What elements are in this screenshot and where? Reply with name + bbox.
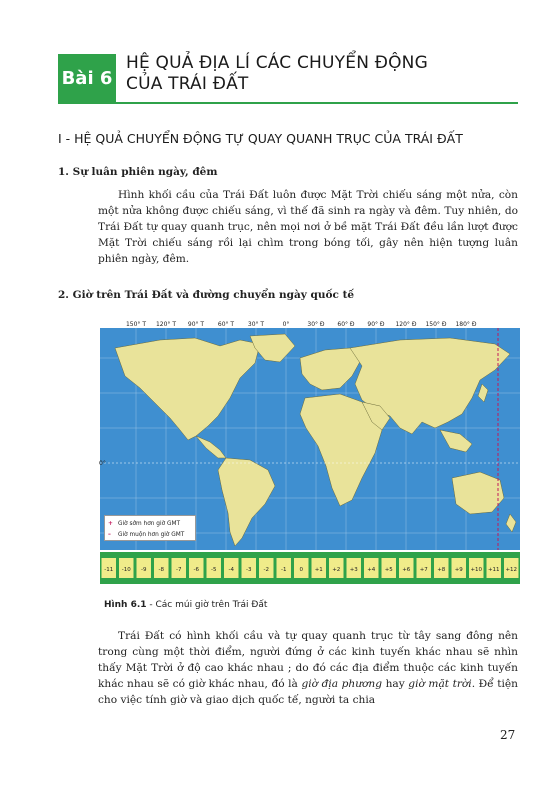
zone-label: +6: [402, 567, 411, 573]
longitude-label: 60° Đ: [337, 321, 355, 328]
paragraph-day-night: Hình khối cầu của Trái Đất luôn được Mặt Trời chiếu sáng một nửa, còn một nửa không được chiếu sáng, vì thế đã sinh ra ngày và đêm. Tuy nhiên, do Trái Đất tự quay quanh trục, nên mọi nơi ở bề mặt Trái Đất đều lần lượt được Mặt Trời chiếu sáng rồi lại chìm trong bóng tối, gây nên hiện tượng luân phiên ngày, đêm.: [98, 189, 518, 265]
zone-label: +10: [470, 567, 483, 573]
lesson-title-line2: CỦA TRÁI ĐẤT: [126, 74, 249, 94]
longitude-label: 0°: [282, 321, 290, 328]
zone-label: +3: [349, 567, 358, 573]
legend-plus-label: Giờ sớm hơn giờ GMT: [118, 520, 180, 527]
zone-label: +1: [314, 567, 323, 573]
zone-label: +5: [384, 567, 393, 573]
zone-label: -10: [121, 567, 131, 573]
zone-label: 0: [299, 567, 303, 573]
longitude-label: 90° Đ: [367, 321, 385, 328]
zone-label: -1: [281, 567, 287, 573]
lesson-tag: Bài 6: [58, 54, 116, 102]
zone-label: -11: [104, 567, 114, 573]
longitude-label: 180° Đ: [455, 321, 477, 328]
longitude-label: 30° Đ: [307, 321, 325, 328]
legend-minus-label: Giờ muộn hơn giờ GMT: [118, 531, 185, 538]
longitude-label: 90° T: [187, 321, 205, 328]
term-solar-time: giờ mặt trời: [408, 678, 472, 690]
longitude-label: 150° T: [125, 321, 147, 328]
zone-label: +9: [454, 567, 463, 573]
section-heading: I - HỆ QUẢ CHUYỂN ĐỘNG TỰ QUAY QUANH TRỤC CỦA TRÁI ĐẤT: [58, 131, 463, 146]
longitude-label: 150° Đ: [425, 321, 447, 328]
term-local-time: giờ địa phương: [301, 678, 383, 690]
zone-label: +2: [332, 567, 341, 573]
subsection-heading-2: 2. Giờ trên Trái Đất và đường chuyển ngày quốc tế: [58, 289, 355, 301]
zone-label: -3: [246, 567, 252, 573]
zone-label: +4: [367, 567, 376, 573]
zone-label: -6: [193, 567, 199, 573]
figure-caption-text: - Các múi giờ trên Trái Đất: [146, 600, 268, 610]
lesson-title-line1: HỆ QUẢ ĐỊA LÍ CÁC CHUYỂN ĐỘNG: [126, 53, 428, 73]
zone-label: -5: [211, 567, 217, 573]
minus-icon: –: [108, 531, 111, 538]
zone-label: -7: [176, 567, 182, 573]
plus-icon: +: [108, 520, 113, 527]
zone-label: +11: [487, 567, 500, 573]
equator-label: 0°: [99, 460, 106, 467]
zone-label: -8: [158, 567, 164, 573]
title-rule: [58, 102, 518, 104]
zone-label: -4: [228, 567, 234, 573]
longitude-label: 60° T: [217, 321, 235, 328]
lesson-title: [126, 53, 428, 95]
longitude-label: 30° T: [247, 321, 265, 328]
longitude-label: 120° Đ: [395, 321, 417, 328]
subsection-heading-1: 1. Sự luân phiên ngày, đêm: [58, 166, 218, 178]
zone-label: -9: [141, 567, 147, 573]
figure-caption: [104, 600, 267, 610]
figure-number: Hình 6.1: [104, 600, 147, 610]
paragraph-local-time: Trái Đất có hình khối cầu và tự quay quanh trục từ tây sang đông nên trong cùng một thời điểm, người đứng ở các kinh tuyến khác nhau sẽ nhìn thấy Mặt Trời ở độ cao khác nhau ; do đó các địa điểm thuộc các kinh tuyến khác nhau sẽ có giờ khác nhau, đó là giờ địa phương hay giờ mặt trời. Để tiện cho việc tính giờ và giao dịch quốc tế, người ta chia: [98, 630, 518, 706]
zone-label: +7: [419, 567, 428, 573]
zone-label: +8: [437, 567, 446, 573]
zone-label: -2: [263, 567, 269, 573]
time-zone-map: [100, 318, 520, 586]
zone-label: +12: [505, 567, 518, 573]
page-number: 27: [500, 728, 516, 742]
longitude-label: 120° T: [155, 321, 177, 328]
map-legend: [104, 515, 196, 541]
